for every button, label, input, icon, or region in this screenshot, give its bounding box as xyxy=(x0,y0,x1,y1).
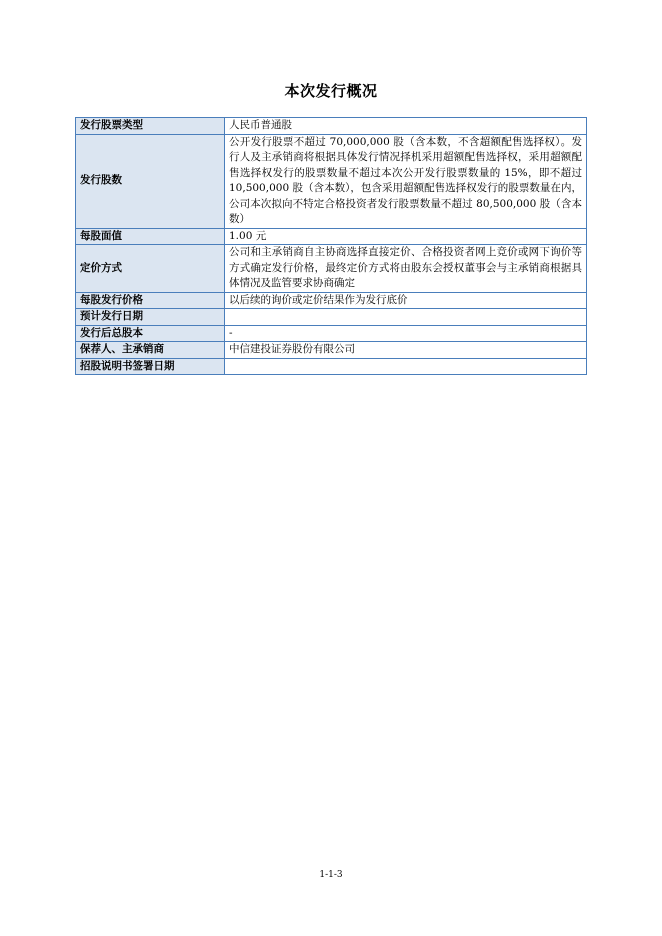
row-value-expected-issue-date xyxy=(225,309,587,326)
row-value-par-value: 1.00 元 xyxy=(225,228,587,245)
row-label-issue-price: 每股发行价格 xyxy=(76,292,225,309)
table-row xyxy=(76,134,587,228)
row-value-stock-type: 人民币普通股 xyxy=(225,118,587,135)
row-label-sponsor-underwriter: 保荐人、主承销商 xyxy=(76,342,225,359)
table-row xyxy=(76,358,587,375)
table-row xyxy=(76,118,587,135)
row-label-shares-issued: 发行股数 xyxy=(76,134,225,228)
issuance-summary-table xyxy=(75,117,587,375)
table-row xyxy=(76,228,587,245)
table-row xyxy=(76,292,587,309)
table-row xyxy=(76,325,587,342)
row-label-expected-issue-date: 预计发行日期 xyxy=(76,309,225,326)
row-label-stock-type: 发行股票类型 xyxy=(76,118,225,135)
row-label-pricing-method: 定价方式 xyxy=(76,245,225,293)
row-value-total-shares-after: - xyxy=(225,325,587,342)
table-row xyxy=(76,342,587,359)
page-title: 本次发行概况 xyxy=(284,82,378,100)
row-value-pricing-method: 公司和主承销商自主协商选择直接定价、合格投资者网上竞价或网下询价等方式确定发行价格，最终定价方式将由股东会授权董事会与主承销商根据具体情况及监管要求协商确定 xyxy=(225,245,587,293)
row-value-sponsor-underwriter: 中信建投证券股份有限公司 xyxy=(225,342,587,359)
row-value-prospectus-signing-date xyxy=(225,358,587,375)
table-row xyxy=(76,245,587,293)
page-number: 1-1-3 xyxy=(319,870,343,880)
row-value-issue-price: 以后续的询价或定价结果作为发行底价 xyxy=(225,292,587,309)
row-label-prospectus-signing-date: 招股说明书签署日期 xyxy=(76,358,225,375)
row-label-par-value: 每股面值 xyxy=(76,228,225,245)
table-row xyxy=(76,309,587,326)
row-label-total-shares-after: 发行后总股本 xyxy=(76,325,225,342)
row-value-shares-issued: 公开发行股票不超过 70,000,000 股（含本数，不含超额配售选择权）。发行人及主承销商将根据具体发行情况择机采用超额配售选择权，采用超额配售选择权发行的股票数量不超过本次公开发行股票数量的 15%，即不超过 10,500,000 股（含本数），包含采用超额配售选择权发行的股票数量在内，公司本次拟向不特定合格投资者发行股票数量不超过 80,500,000 股（含本数） xyxy=(225,134,587,228)
